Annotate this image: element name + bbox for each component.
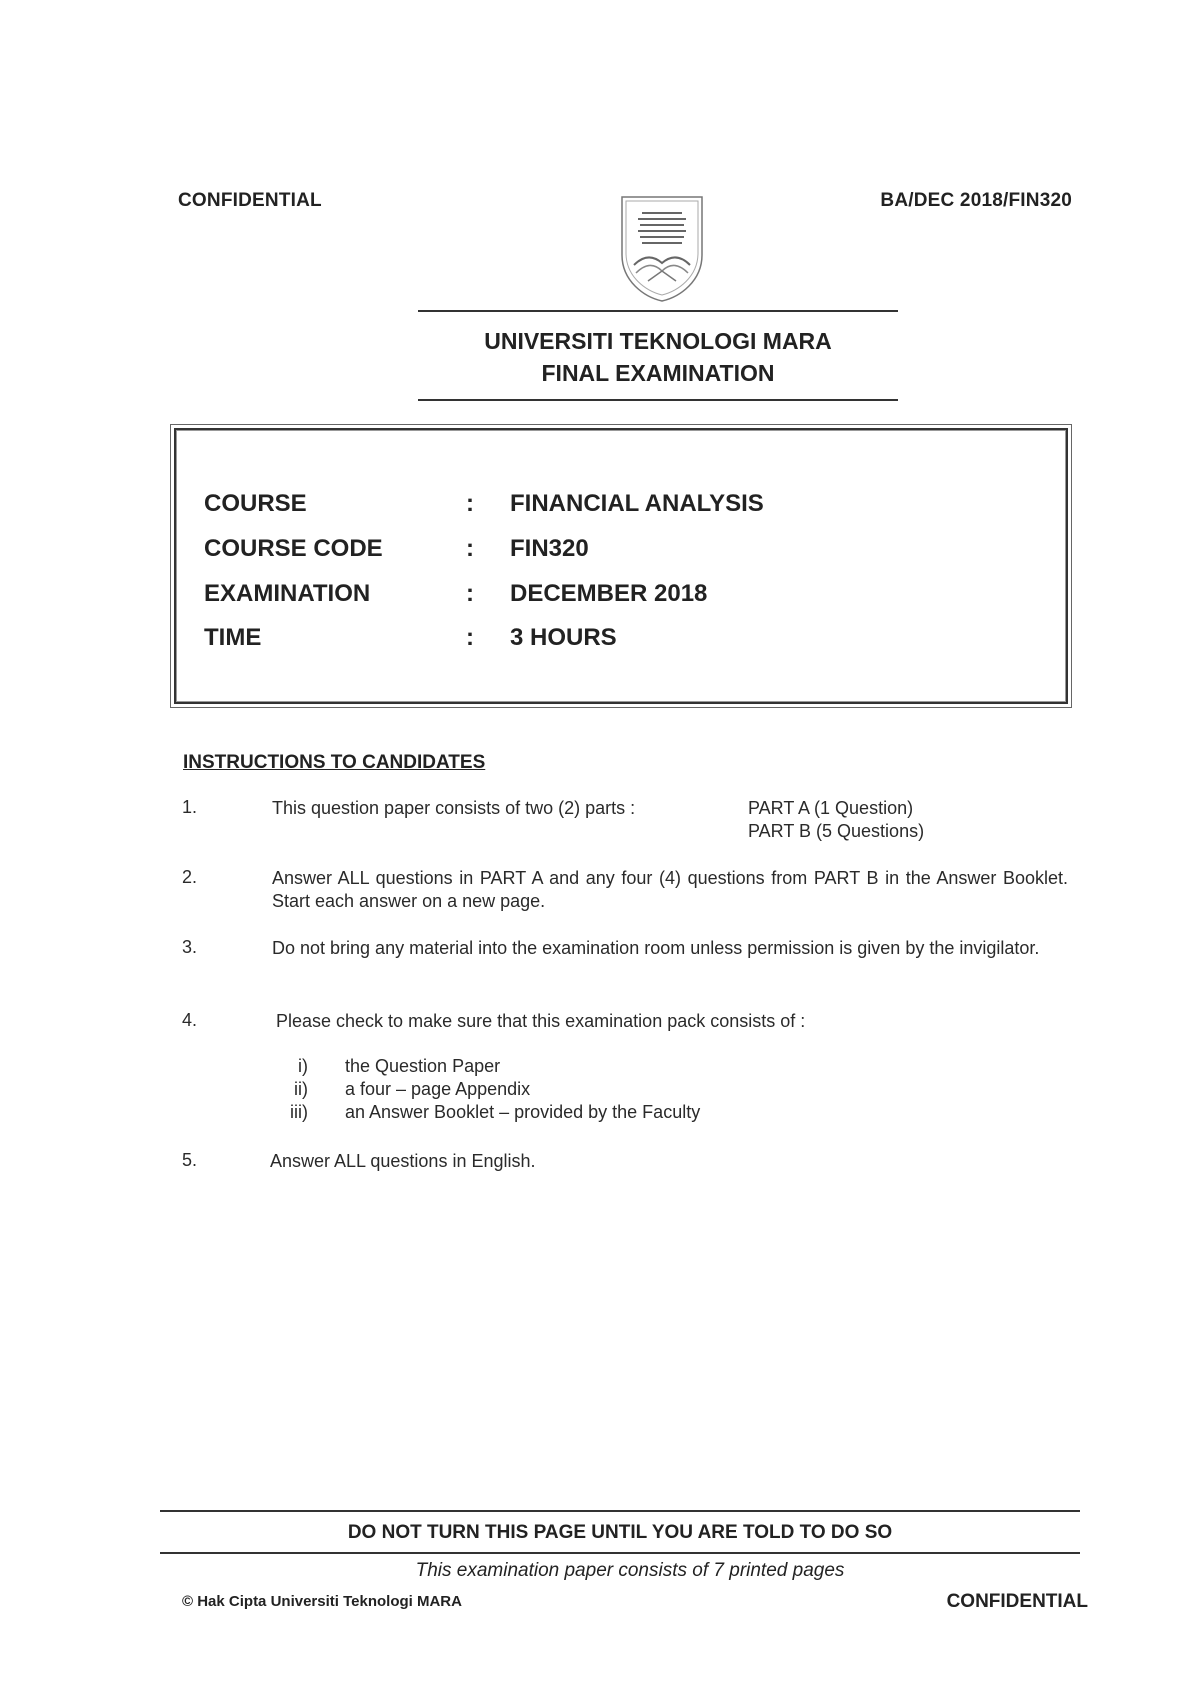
part-b-label: PART B (5 Questions) bbox=[748, 821, 925, 841]
footer-rule-bottom bbox=[160, 1552, 1080, 1554]
footer-rule-top bbox=[160, 1510, 1080, 1512]
confidential-label: CONFIDENTIAL bbox=[178, 190, 322, 211]
confidential-footer-label: CONFIDENTIAL bbox=[946, 1591, 1088, 1612]
part-a-label: PART A (1 Question) bbox=[748, 798, 914, 818]
subitem-numeral: ii) bbox=[294, 1079, 308, 1099]
separator: : bbox=[466, 490, 474, 517]
do-not-turn-notice: DO NOT TURN THIS PAGE UNTIL YOU ARE TOLD TO DO SO bbox=[347, 1522, 893, 1543]
instructions-title: INSTRUCTIONS TO CANDIDATES bbox=[183, 752, 486, 773]
copyright-notice: © Hak Cipta Universiti Teknologi MARA bbox=[182, 1593, 462, 1610]
examination-label: EXAMINATION bbox=[204, 580, 371, 607]
separator: : bbox=[466, 580, 474, 607]
separator: : bbox=[466, 535, 474, 562]
course-code-value: FIN320 bbox=[510, 535, 589, 562]
time-label: TIME bbox=[204, 624, 262, 651]
subitem-numeral: iii) bbox=[290, 1102, 308, 1122]
exam-type-title: FINAL EXAMINATION bbox=[541, 360, 775, 386]
instruction-5-text: Answer ALL questions in English. bbox=[270, 1151, 536, 1171]
instruction-number: 5. bbox=[182, 1150, 198, 1170]
instruction-number: 2. bbox=[182, 867, 198, 887]
header-rule-bottom bbox=[418, 399, 898, 401]
course-info-box bbox=[174, 428, 1068, 704]
instruction-1-text: This question paper consists of two (2) parts : bbox=[272, 798, 636, 818]
instruction-3-text: Do not bring any material into the examination room unless permission is given by the invigilator. bbox=[272, 938, 1040, 958]
instruction-number: 3. bbox=[182, 937, 198, 957]
instruction-number: 1. bbox=[182, 797, 198, 817]
subitem-appendix: a four – page Appendix bbox=[345, 1079, 531, 1099]
course-value: FINANCIAL ANALYSIS bbox=[510, 490, 764, 517]
subitem-answer-booklet: an Answer Booklet – provided by the Faculty bbox=[345, 1102, 701, 1122]
instruction-number: 4. bbox=[182, 1010, 198, 1030]
subitem-question-paper: the Question Paper bbox=[345, 1056, 501, 1076]
page-count-note: This examination paper consists of 7 printed pages bbox=[415, 1560, 845, 1581]
time-value: 3 HOURS bbox=[510, 624, 617, 651]
reference-code: BA/DEC 2018/FIN320 bbox=[880, 190, 1072, 211]
separator: : bbox=[466, 624, 474, 651]
course-code-label: COURSE CODE bbox=[204, 535, 383, 562]
university-crest-icon bbox=[618, 193, 706, 303]
university-name: UNIVERSITI TEKNOLOGI MARA bbox=[484, 328, 832, 354]
instruction-4-text: Please check to make sure that this examination pack consists of : bbox=[276, 1011, 806, 1031]
header-rule-top bbox=[418, 310, 898, 312]
instruction-2-text: Answer ALL questions in PART A and any four (4) questions from PART B in the Answer Booklet. Start each answer on a new page. bbox=[272, 868, 1068, 911]
course-label: COURSE bbox=[204, 490, 307, 517]
examination-value: DECEMBER 2018 bbox=[510, 580, 708, 607]
subitem-numeral: i) bbox=[298, 1056, 308, 1076]
